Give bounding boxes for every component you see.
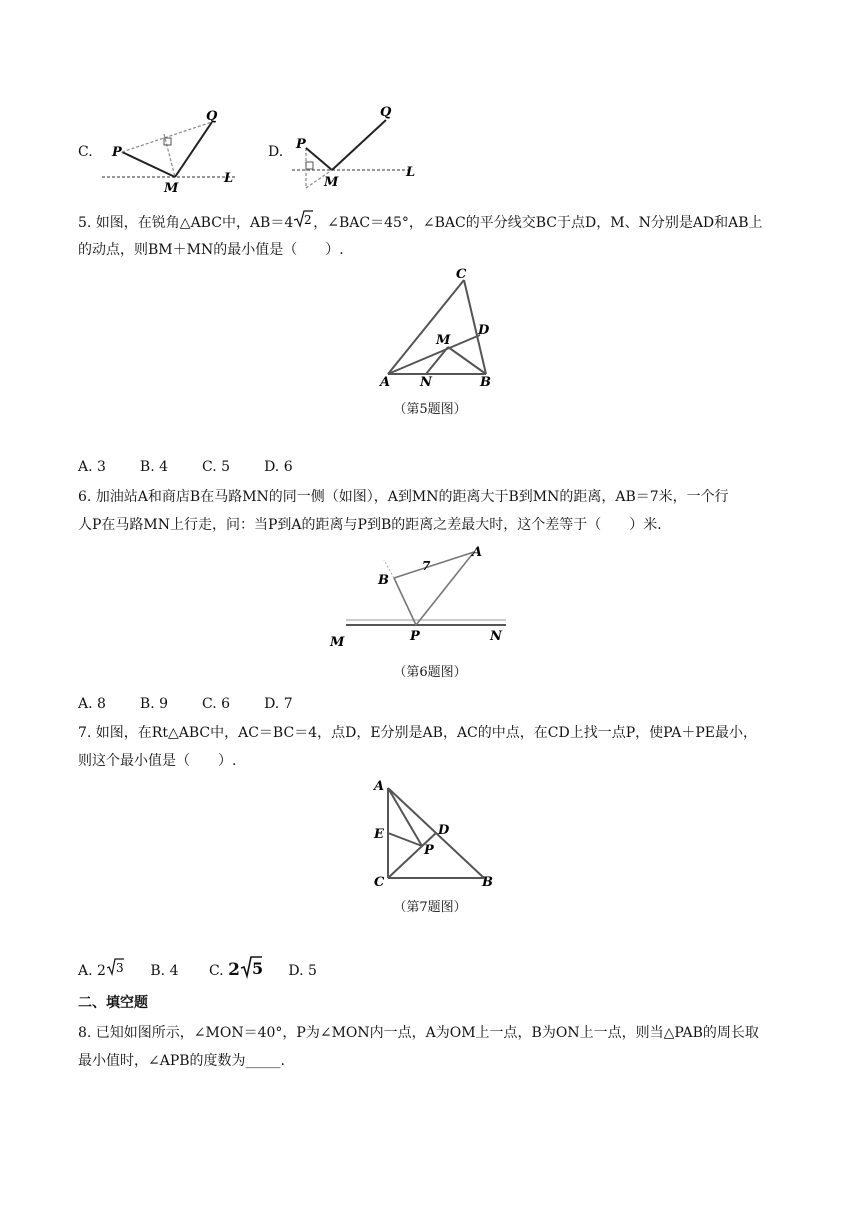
point-a-label: A xyxy=(374,779,385,794)
option-d-label: D. xyxy=(268,144,284,160)
q7-option-a[interactable]: A. 2 3 xyxy=(78,963,124,979)
q6-option-d[interactable]: D. 7 xyxy=(264,696,293,712)
point-c-label: C xyxy=(456,267,467,282)
point-p-label: P xyxy=(410,629,420,644)
point-n-label: N xyxy=(420,375,432,390)
point-m-label: M xyxy=(164,181,179,196)
q6-option-c[interactable]: C. 6 xyxy=(202,696,231,712)
q5-options xyxy=(78,455,798,479)
q6-caption: （第6题图） xyxy=(393,665,467,680)
point-m-label: M xyxy=(324,175,339,190)
point-m-label: M xyxy=(436,333,451,348)
q7-figure xyxy=(366,776,506,892)
q8-text-line1: 8. 已知如图所示，∠MON＝40°，P为∠MON内一点，A为OM上一点，B为ON上一点，则当△PAB的周长取 xyxy=(78,1025,759,1041)
q5-option-c[interactable]: C. 5 xyxy=(202,459,231,475)
option-d-figure xyxy=(290,98,430,194)
q7-option-b[interactable]: B. 4 xyxy=(150,963,179,979)
point-a-label: A xyxy=(472,545,483,560)
point-b-label: B xyxy=(480,375,491,390)
sqrt-icon xyxy=(240,956,262,978)
point-p-label: P xyxy=(296,137,306,152)
q7-text-line2: 则这个最小值是（ ）. xyxy=(78,753,237,769)
option-c-label: C. xyxy=(78,144,93,160)
point-b-label: B xyxy=(482,875,493,890)
q6-options xyxy=(78,692,798,716)
sqrt-icon xyxy=(293,210,313,228)
q6-figure xyxy=(326,540,516,652)
point-d-label: D xyxy=(438,823,450,838)
point-c-label: C xyxy=(374,875,385,890)
q7-caption: （第7题图） xyxy=(393,900,467,915)
point-e-label: E xyxy=(374,827,384,842)
point-q-label: Q xyxy=(206,109,218,124)
q5-option-d[interactable]: D. 6 xyxy=(264,459,293,475)
svg-text:5: 5 xyxy=(251,959,264,978)
q5-text-line1: 5. 如图，在锐角△ABC中，AB＝4 2 ，∠BAC＝45°，∠BAC的平分线交BC于点D，M、N分别是AD和AB上 xyxy=(78,210,798,236)
svg-text:3: 3 xyxy=(115,961,124,975)
q6-text-line2: 人P在马路MN上行走，问：当P到A的距离与P到B的距离之差最大时，这个差等于（ ）米. xyxy=(78,517,662,533)
section-title: 二、填空题 xyxy=(78,995,148,1011)
q6-option-a[interactable]: A. 8 xyxy=(78,696,106,712)
point-a-label: A xyxy=(380,375,391,390)
q5-option-b[interactable]: B. 4 xyxy=(139,459,169,475)
sqrt-icon xyxy=(106,958,124,976)
option-c-figure xyxy=(100,104,240,194)
point-b-label: B xyxy=(378,573,389,588)
point-n-label: N xyxy=(490,629,502,644)
q5-option-a[interactable]: A. 3 xyxy=(78,459,106,475)
line-l-label: L xyxy=(406,165,416,180)
point-p-label: P xyxy=(112,145,122,160)
sqrt-expression xyxy=(293,210,313,236)
svg-text:2: 2 xyxy=(304,213,312,227)
point-m-label: M xyxy=(330,635,345,650)
q7-option-d[interactable]: D. 5 xyxy=(288,963,317,979)
length-label: 7 xyxy=(422,559,431,573)
q6-option-b[interactable]: B. 9 xyxy=(139,696,169,712)
point-p-label: P xyxy=(424,843,434,858)
line-l-label: L xyxy=(224,171,234,186)
q7-option-c[interactable]: C. 2 5 xyxy=(209,963,262,979)
q5-caption: （第5题图） xyxy=(393,402,467,417)
q5-text-line2: 的动点，则BM＋MN的最小值是（ ）. xyxy=(78,242,344,258)
q6-text-line1: 6. 加油站A和商店B在马路MN的同一侧（如图），A到MN的距离大于B到MN的距离，AB＝7米，一个行 xyxy=(78,489,729,505)
q7-options xyxy=(78,956,798,986)
point-q-label: Q xyxy=(380,105,392,120)
point-d-label: D xyxy=(478,323,490,338)
q5-figure xyxy=(376,262,506,390)
q8-text-line2: 最小值时，∠APB的度数为_____. xyxy=(78,1053,285,1069)
q7-text-line1: 7. 如图，在Rt△ABC中，AC＝BC＝4，点D，E分别是AB，AC的中点，在CD上找一点P，使PA＋PE最小， xyxy=(78,725,758,741)
